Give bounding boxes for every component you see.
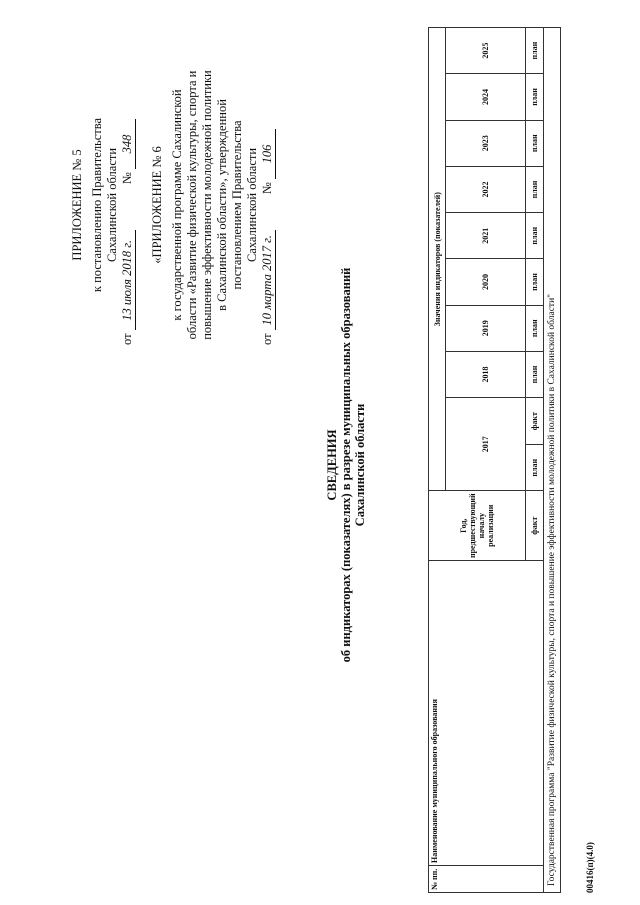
- sub-header-plan: план: [526, 120, 544, 166]
- year-header: 2018: [446, 351, 526, 397]
- sub-header-plan: план: [526, 28, 544, 74]
- sub-header-plan: план: [526, 213, 544, 259]
- prev-attachment-line: к государственной программе Сахалинской: [170, 89, 184, 321]
- document-title: [325, 145, 367, 785]
- prev-attachment-number: 106: [260, 129, 276, 179]
- prev-attachment-line: повышение эффективности молодежной политики: [200, 70, 214, 340]
- attachment-block: [70, 65, 276, 345]
- prev-attachment-heading: «ПРИЛОЖЕНИЕ № 6: [150, 146, 164, 264]
- sub-header-plan: план: [526, 166, 544, 212]
- prev-attachment-line: постановлением Правительства: [230, 120, 244, 290]
- attachment-number-label: №: [120, 172, 134, 185]
- prev-attachment-date-row: [260, 65, 276, 345]
- year-header: 2019: [446, 305, 526, 351]
- prev-attachment-date: 10 марта 2017 г.: [260, 230, 276, 330]
- attachment-line-1: к постановлению Правительства: [90, 117, 104, 293]
- sub-header-fact: факт: [526, 398, 544, 445]
- footer-code: 00416(п)(4.0): [585, 842, 595, 893]
- year-header: 2021: [446, 213, 526, 259]
- sub-header-plan: план: [526, 351, 544, 397]
- col-prev-year-header: Год, предшествующий началу реализации: [429, 491, 526, 561]
- title-line-1: СВЕДЕНИЯ: [325, 429, 339, 501]
- attachment-number: 348: [120, 119, 136, 169]
- title-line-2: об индикаторах (показателях) в разрезе муниципальных образований: [339, 267, 353, 663]
- prev-attachment-line: Сахалинской области: [245, 147, 259, 263]
- year-header: 2017: [446, 398, 526, 491]
- title-line-3: Сахалинской области: [353, 403, 367, 527]
- prev-attachment-line: области «Развитие физической культуры, спорта и: [185, 70, 199, 340]
- col-values-header: Значения индикаторов (показателей): [429, 28, 446, 491]
- prev-attachment-number-label: №: [260, 182, 274, 195]
- indicators-table: [428, 27, 561, 893]
- year-header: 2023: [446, 120, 526, 166]
- sub-header-fact: факт: [526, 491, 544, 561]
- attachment-heading: ПРИЛОЖЕНИЕ № 5: [70, 149, 84, 261]
- year-header: 2022: [446, 166, 526, 212]
- sub-header-plan: план: [526, 445, 544, 491]
- attachment-from-label: от: [120, 333, 134, 345]
- attachment-line-2: Сахалинской области: [105, 147, 119, 263]
- sub-header-plan: план: [526, 74, 544, 120]
- year-header: 2025: [446, 28, 526, 74]
- year-header: 2020: [446, 259, 526, 305]
- program-row: Государственная программа "Развитие физической культуры, спорта и повышение эффективности молодежной политики в Сахалинской области": [544, 28, 561, 893]
- col-name-header: Наименование муниципального образования: [429, 561, 544, 866]
- prev-attachment-line: в Сахалинской области», утвержденной: [215, 99, 229, 311]
- sub-header-plan: план: [526, 259, 544, 305]
- sub-header-plan: план: [526, 305, 544, 351]
- prev-attachment-from-label: от: [260, 333, 274, 345]
- year-header: 2024: [446, 74, 526, 120]
- col-no-header: № пп.: [429, 866, 544, 893]
- attachment-date-row: [120, 65, 136, 345]
- attachment-date: 13 июля 2018 г.: [120, 230, 136, 330]
